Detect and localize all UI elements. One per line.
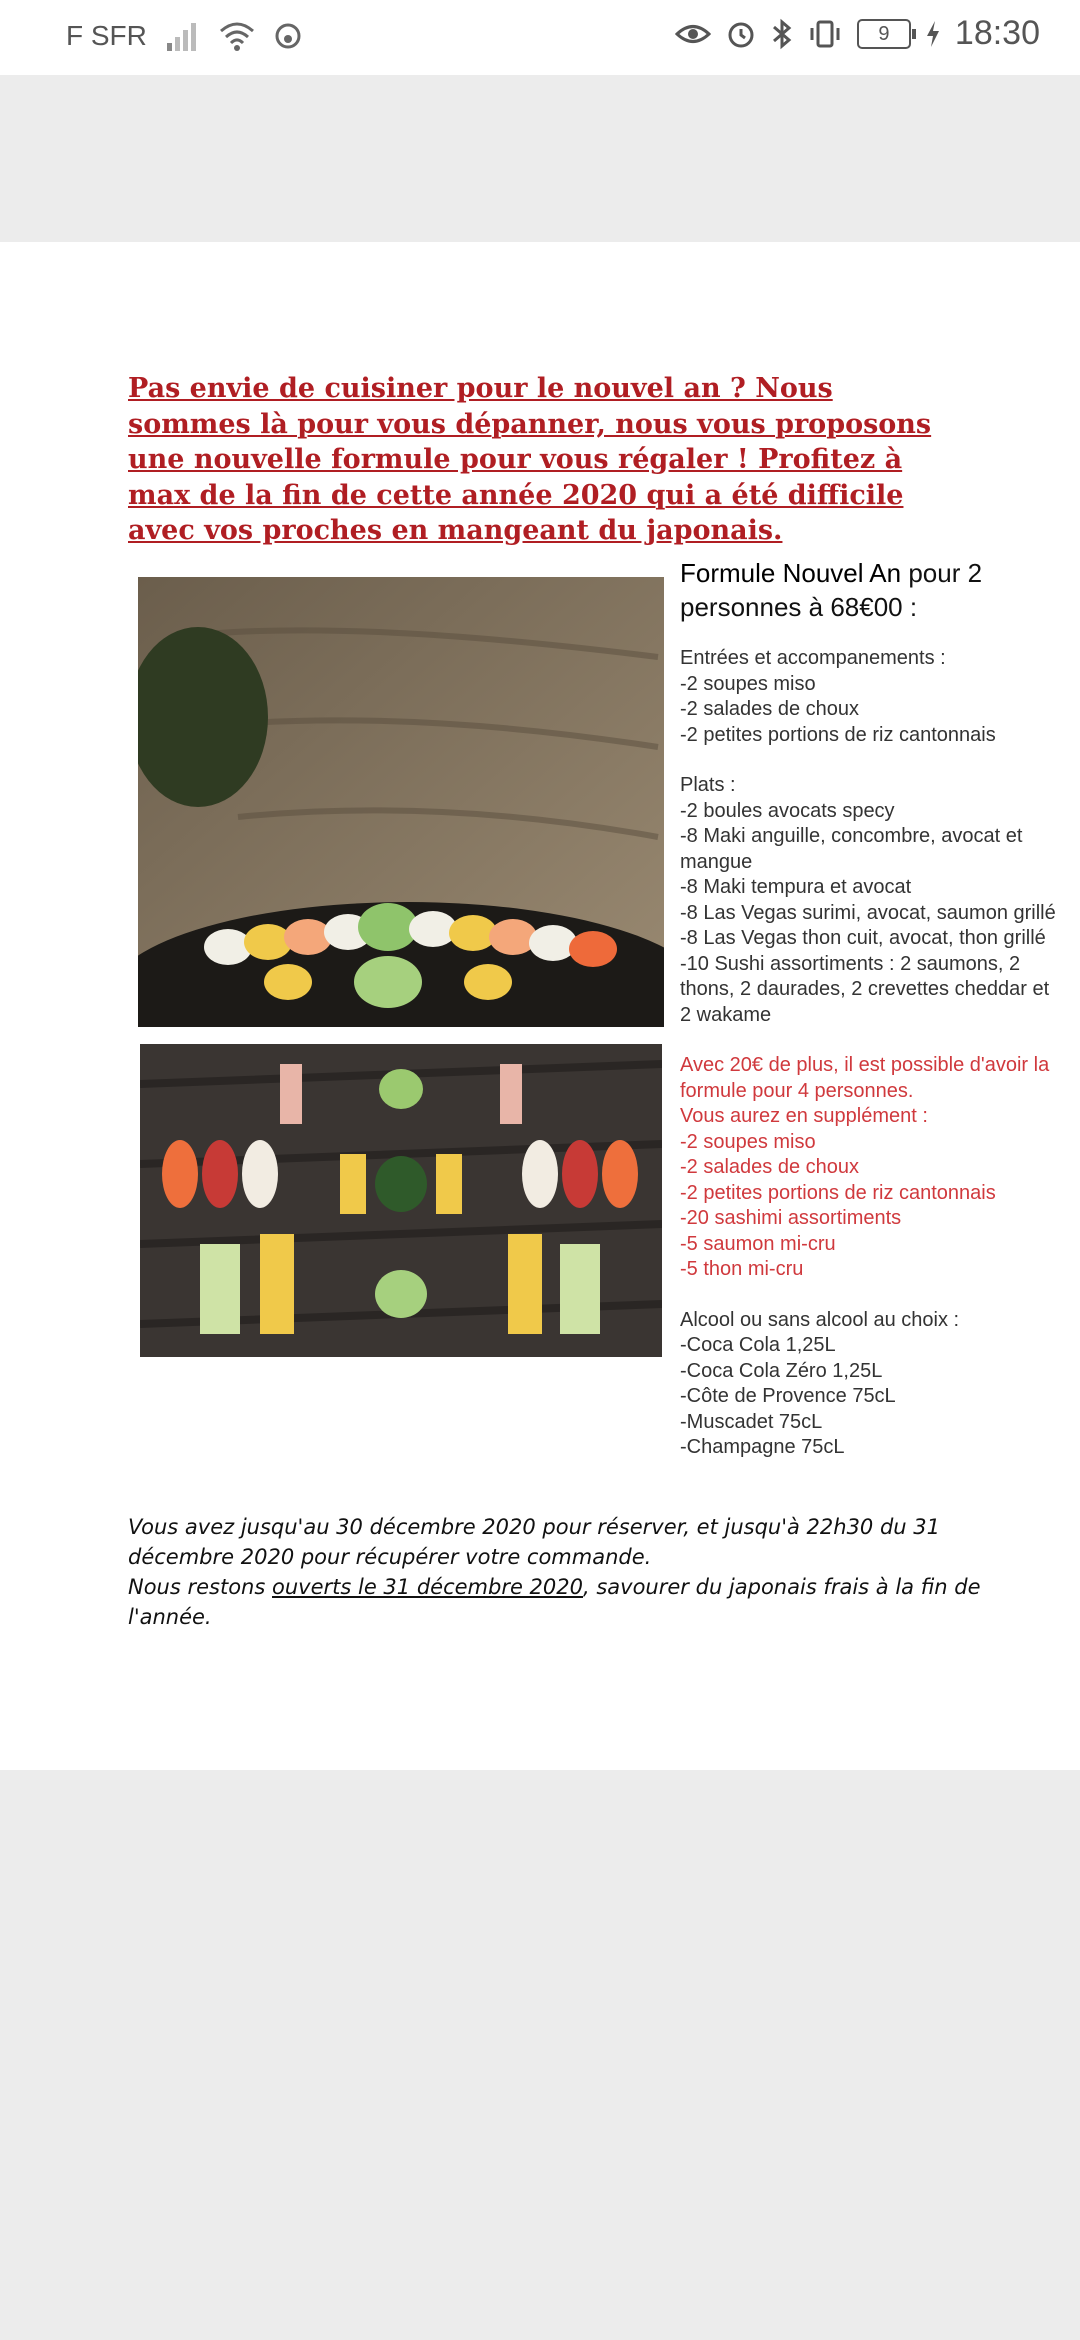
supplement-line: -2 petites portions de riz cantonnais — [680, 1181, 996, 1204]
boissons-line: -Coca Cola Zéro 1,25L — [680, 1359, 883, 1382]
sushi-board-photo — [140, 1044, 662, 1357]
boissons-line: -Muscadet 75cL — [680, 1410, 823, 1433]
bluetooth-icon — [771, 18, 793, 50]
plats-block — [680, 773, 1060, 1028]
plats-line: Plats : — [680, 774, 736, 796]
menu-title — [680, 556, 1060, 624]
promo-headline: Pas envie de cuisiner pour le nouvel an ? Nous sommes là pour vous dépanner, nous vous proposons une nouvelle formule pour vous régaler ! Profitez à max de la fin de cette année 2020 qui a été difficile avec vos proches en mangeant du japonais. — [128, 373, 932, 546]
plats-line: -8 Las Vegas thon cuit, avocat, thon grillé — [680, 927, 1046, 949]
footer-line-2-post: , savourer du japonais frais à la fin de l'année. — [128, 1575, 981, 1629]
boissons-line: -Champagne 75cL — [680, 1436, 845, 1458]
footer-link: ouverts le 31 décembre 2020 — [272, 1575, 583, 1599]
wifi-icon — [219, 21, 255, 51]
menu-description — [680, 556, 1060, 1486]
boissons-line: Alcool ou sans alcool au choix : — [680, 1308, 960, 1331]
footer-line-1: Vous avez jusqu'au 30 décembre 2020 pour réserver, et jusqu'à 22h30 du 31 décembre 2020 pour récupérer votre commande. — [128, 1515, 941, 1569]
supplement-line: Vous aurez en supplément : — [680, 1105, 928, 1127]
carrier-label: F SFR — [66, 20, 147, 51]
charging-icon — [925, 19, 941, 49]
supplement-line: -5 saumon mi-cru — [680, 1232, 836, 1255]
entrees-line: Entrées et accompanements : — [680, 647, 946, 669]
plats-line: -8 Maki tempura et avocat — [680, 876, 912, 898]
plats-line: -8 Maki anguille, concombre, avocat et mangue — [680, 825, 1023, 873]
clock: 18:30 — [954, 14, 1040, 52]
supplement-block — [680, 1053, 1060, 1283]
entrees-block — [680, 646, 1060, 748]
footer-line-2 — [128, 1572, 988, 1632]
entrees-line: -2 soupes miso — [680, 672, 816, 695]
vibrate-icon — [807, 18, 843, 50]
supplement-line: -2 soupes miso — [680, 1130, 816, 1153]
supplement-line: -20 sashimi assortiments — [680, 1207, 902, 1229]
boissons-line: -Côte de Provence 75cL — [680, 1385, 896, 1407]
entrees-line: -2 salades de choux — [680, 698, 860, 720]
supplement-line: Avec 20€ de plus, il est possible d'avoir la formule pour 4 personnes. — [680, 1054, 1050, 1102]
menu-title-bold: Formule Nouvel An — [680, 558, 902, 588]
plats-line: -10 Sushi assortiments : 2 saumons, 2 thons, 2 daurades, 2 crevettes cheddar et 2 wakame — [680, 952, 1050, 1026]
menu-title-rest: pour 2 personnes à 68€00 : — [680, 558, 983, 622]
supplement-line: -2 salades de choux — [680, 1156, 860, 1178]
eye-icon — [675, 19, 711, 49]
plats-line: -8 Las Vegas surimi, avocat, saumon grillé — [680, 901, 1056, 924]
top-spacer — [0, 75, 1080, 242]
sushi-platter-photo — [138, 577, 664, 1027]
post-content — [0, 242, 1080, 1770]
footer-note — [128, 1512, 988, 1632]
data-saver-icon — [273, 21, 303, 51]
supplement-line: -5 thon mi-cru — [680, 1258, 804, 1280]
boissons-block — [680, 1308, 1060, 1461]
status-bar — [0, 0, 1080, 75]
alarm-icon — [725, 18, 757, 50]
battery-indicator: 9 — [857, 19, 911, 49]
boissons-line: -Coca Cola 1,25L — [680, 1334, 836, 1356]
plats-line: -2 boules avocats specy — [680, 799, 895, 822]
entrees-line: -2 petites portions de riz cantonnais — [680, 723, 996, 746]
signal-icon — [165, 21, 201, 51]
footer-line-2-pre: Nous restons — [128, 1575, 272, 1599]
